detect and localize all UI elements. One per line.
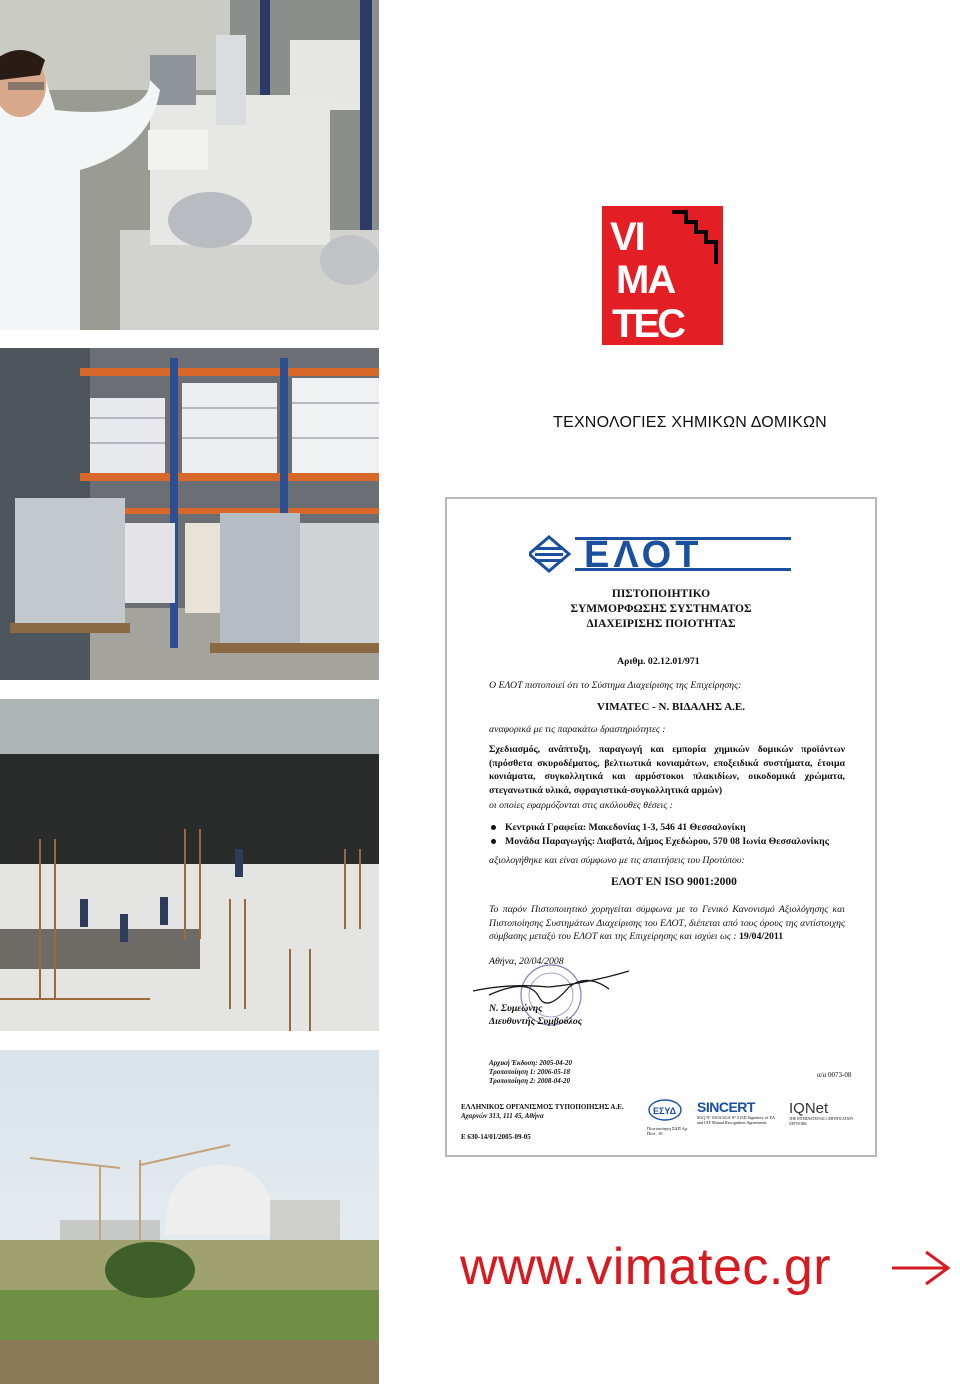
cert-issue-1: Αρχική Έκδοση: 2005-04-20 <box>489 1059 573 1067</box>
cert-location: Κεντρικά Γραφεία: Μακεδονίας 1-3, 546 41 Θεσσαλονίκη <box>489 821 845 835</box>
arrow-right-icon <box>890 1248 952 1288</box>
cert-location: Μονάδα Παραγωγής: Διαβατά, Δήμος Εχεδώρου, 570 08 Ιωνία Θεσσαλονίκης <box>489 835 845 849</box>
cert-title-1: ΠΙΣΤΟΠΟΙΗΤΙΚΟ <box>611 588 711 600</box>
cert-signatory-title: Διευθυντής Συμβούλος <box>489 1016 583 1027</box>
svg-text:VI: VI <box>610 215 644 259</box>
cert-ref-code: α/α 0073-08 <box>817 1071 852 1079</box>
cert-org-address: Αχαρνών 313, 111 45, Αθήνα <box>461 1112 544 1120</box>
elot-logo <box>529 533 797 575</box>
esyd-logo <box>647 1099 689 1136</box>
cert-company: VIMATEC - Ν. ΒΙΔΑΛΗΣ Α.Ε. <box>597 701 745 713</box>
esyd-caption: Πιστοποίηση ΣΔΠ Αρ. Πιστ. 10 <box>647 1126 689 1136</box>
svg-text:TEC: TEC <box>612 302 683 345</box>
cert-form-code: Ε 630-14/01/2005-09-05 <box>461 1133 531 1141</box>
cert-standard: ΕΛΟΤ ΕΝ ISO 9001:2000 <box>611 876 737 888</box>
cert-activities: Σχεδιασμός, ανάπτυξη, παραγωγή και εμπορία χημικών δομικών προϊόντων (πρόσθετα σκυροδέματος, βελτιωτικά κονιαμάτων, εποξειδικά συστήματα, έτοιμα κονιάματα, συγκολλητικά και αρμόστοκοι πλακιδίων, οικοδομικά χρώματα, στεγανωτικά υλικά, σφραγιστικά-συγκολλητικά αρμών) <box>489 744 845 796</box>
cert-signatory-name: Ν. Συμεώνης <box>489 1003 543 1014</box>
iqnet-logo: IQNet THE INTERNATIONAL CERTIFICATION NETWORK <box>789 1101 859 1127</box>
warehouse-photo <box>0 348 379 680</box>
cert-issue-2: Τροποποίηση 1: 2006-05-18 <box>489 1068 571 1076</box>
iqnet-caption: THE INTERNATIONAL CERTIFICATION NETWORK <box>789 1117 853 1126</box>
lab-photo <box>0 0 379 330</box>
power-plant-photo <box>0 1050 379 1384</box>
sincert-caption: SGQ N° 030A SGA N° 015D Signatory of EA and IAF Mutual Recognition Agreements <box>697 1115 775 1125</box>
iso-certificate <box>445 497 877 1157</box>
cert-valid-until: 19/04/2011 <box>739 931 784 943</box>
svg-text:MA: MA <box>616 258 675 302</box>
company-tagline: ΤΕΧΝΟΛΟΓΙΕΣ ΧΗΜΙΚΩΝ ΔΟΜΙΚΩΝ <box>553 414 827 431</box>
cert-locations-intro: οι οποίες εφαρμόζονται στις ακόλουθες θέσεις : <box>489 800 673 811</box>
vimatec-logo <box>602 206 723 345</box>
cert-org-name: ΕΛΛΗΝΙΚΟΣ ΟΡΓΑΝΙΣΜΟΣ ΤΥΠΟΠΟΙΗΣΗΣ Α.Ε. <box>461 1103 624 1111</box>
cert-issue-3: Τροποποίηση 2: 2008-04-20 <box>489 1077 571 1085</box>
cert-place-date: Αθήνα, 20/04/2008 <box>489 956 564 967</box>
cert-locations <box>489 821 845 848</box>
cert-standard-intro: αξιολογήθηκε και είναι σύμφωνο με τις απαιτήσεις του Προτύπου: <box>489 855 745 866</box>
svg-text:ΕΛΟΤ: ΕΛΟΤ <box>584 534 703 575</box>
cert-validity: Το παρόν Πιστοποιητικό χορηγείται σύμφωνα με το Γενικό Κανονισμό Αξιολόγησης και Πιστοποίησης Συστημάτων Διαχείρισης του ΕΛΟΤ, διέπεται από τους όρους της αντίστοιχης σύμβασης μεταξύ του ΕΛΟΤ και της Επιχείρησης και ισχύει ως : 19/04/2011 <box>489 904 845 943</box>
cert-intro: Ο ΕΛΟΤ πιστοποιεί ότι το Σύστημα Διαχείρισης της Επιχείρησης: <box>489 680 742 691</box>
svg-text:ΕΣΥΔ: ΕΣΥΔ <box>653 1106 677 1116</box>
website-url[interactable]: www.vimatec.gr <box>460 1238 832 1296</box>
cert-activities-intro: αναφορικά με τις παρακάτω δραστηριότητες : <box>489 724 666 735</box>
construction-photo <box>0 699 379 1031</box>
cert-title-2: ΣΥΜΜΟΡΦΩΣΗΣ ΣΥΣΤΗΜΑΤΟΣ <box>570 603 752 615</box>
cert-title-3: ΔΙΑΧΕΙΡΙΣΗΣ ΠΟΙΟΤΗΤΑΣ <box>586 618 736 630</box>
sincert-logo: SINCERT SGQ N° 030A SGA N° 015D Signatory of EA and IAF Mutual Recognition Agreements <box>697 1099 767 1125</box>
cert-number: Αριθμ. 02.12.01/971 <box>617 656 700 667</box>
